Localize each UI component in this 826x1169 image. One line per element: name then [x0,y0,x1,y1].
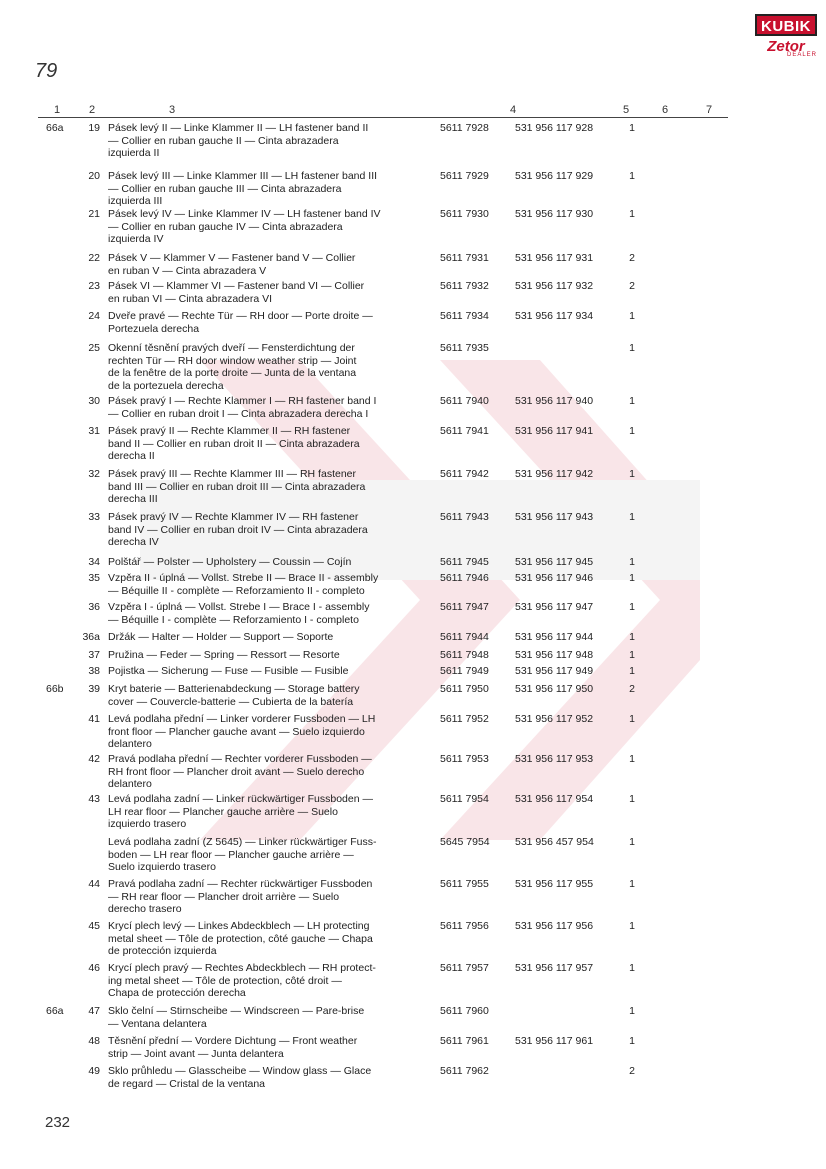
dealer-logo [755,14,817,66]
position-cell: 33 [88,511,100,523]
logo-sub: Zetor [767,38,805,55]
description-line: de protección izquierda [108,945,217,957]
order-number-cell: 531 956 117 934 [515,310,594,322]
description-cell [108,342,433,392]
description-line: Pásek V — Klammer V — Fastener band V — Collier [108,252,356,264]
order-number-cell: 531 956 117 961 [515,1035,594,1047]
quantity-cell: 2 [629,1065,635,1077]
quantity-cell: 1 [629,920,635,932]
page-number-bottom: 232 [45,1114,71,1131]
description-line: Pojistka — Sicherung — Fuse — Fusible — Fusible [108,665,349,677]
description-line: delantero [108,778,152,790]
description-cell [108,753,433,791]
catalog-number-cell: 5611 7946 [440,572,489,584]
page-number-top: 79 [35,60,58,82]
description-line: Portezuela derecha [108,322,200,335]
position-cell: 20 [88,170,100,182]
order-number-cell: 531 956 117 932 [515,280,594,292]
description-line: izquierda III [108,195,163,207]
description-line: Pásek pravý IV — Rechte Klammer IV — RH fastener [108,511,359,523]
description-line: rechten Tür — RH door window weather strip — Joint [108,354,357,367]
catalog-number-cell: 5611 7960 [440,1005,489,1017]
quantity-cell: 1 [629,962,635,974]
description-line: derecha IV [108,536,159,548]
quantity-cell: 1 [629,878,635,890]
description-line: Krycí plech pravý — Rechtes Abdeckblech — RH protect- [108,962,376,974]
description-line: Držák — Halter — Holder — Support — Soporte [108,631,334,643]
quantity-cell: 1 [629,122,635,134]
description-line: Vzpěra II - úplná — Vollst. Strebe II — Brace II - assembly [108,572,379,584]
quantity-cell: 1 [629,572,635,584]
description-line: LH rear floor — Plancher gauche arrière — Suelo [108,805,338,818]
order-number-cell: 531 956 117 930 [515,208,594,220]
order-number-cell: 531 956 117 957 [515,962,594,974]
catalog-number-cell: 5611 7944 [440,631,489,643]
description-line: izquierda II [108,147,160,159]
description-line: band II — Collier en ruban droit II — Cinta abrazadera [108,437,360,450]
description-line: de la portezuela derecha [108,379,224,392]
catalog-number-cell: 5611 7962 [440,1065,489,1077]
description-line: Pružina — Feder — Spring — Ressort — Resorte [108,649,340,661]
logo-tag: DEALER [786,52,817,58]
column-header-4: 4 [510,104,517,116]
column-header-3: 3 [169,104,176,116]
description-line: boden — LH rear floor — Plancher gauche arrière — [108,848,354,861]
description-cell [108,280,433,305]
description-line: derecha III [108,493,158,505]
description-cell [108,208,433,246]
description-cell [108,649,433,662]
description-line: Pásek pravý III — Rechte Klammer III — RH fastener [108,468,356,480]
quantity-cell: 2 [629,683,635,695]
description-cell [108,252,433,277]
position-cell: 21 [88,208,100,220]
column-header-6: 6 [662,104,669,116]
description-line: Levá podlaha zadní — Linker rückwärtiger Fussboden — [108,793,373,805]
quantity-cell: 1 [629,1005,635,1017]
order-number-cell: 531 956 117 940 [515,395,594,407]
order-number-cell: 531 956 117 955 [515,878,594,890]
position-cell: 25 [88,342,100,354]
position-cell: 41 [88,713,100,725]
position-cell: 42 [88,753,100,765]
group-cell: 66a [46,122,64,134]
order-number-cell: 531 956 457 954 [515,836,594,848]
catalog-number-cell: 5611 7950 [440,683,489,695]
description-cell [108,665,433,678]
order-number-cell: 531 956 117 947 [515,601,594,613]
description-line: Pásek pravý I — Rechte Klammer I — RH fastener band I [108,395,377,407]
catalog-number-cell: 5611 7940 [440,395,489,407]
order-number-cell: 531 956 117 928 [515,122,594,134]
description-line: — Béquille II - complète — Reforzamiento II - completo [108,584,365,597]
position-cell: 36 [88,601,100,613]
description-line: — Collier en ruban gauche III — Cinta abrazadera [108,182,342,195]
quantity-cell: 1 [629,511,635,523]
position-cell: 46 [88,962,100,974]
description-line: Sklo čelní — Stirnscheibe — Windscreen — Pare-brise [108,1005,365,1017]
description-line: front floor — Plancher gauche avant — Suelo izquierdo [108,725,365,738]
quantity-cell: 1 [629,1035,635,1047]
description-line: Chapa de protección derecha [108,987,246,999]
description-line: de la fenêtre de la porte droite — Junta de la ventana [108,367,357,379]
order-number-cell: 531 956 117 954 [515,793,594,805]
order-number-cell: 531 956 117 953 [515,753,594,765]
description-cell [108,683,433,708]
catalog-number-cell: 5611 7945 [440,556,489,568]
catalog-number-cell: 5611 7943 [440,511,489,523]
description-cell [108,310,433,335]
order-number-cell: 531 956 117 946 [515,572,594,584]
position-cell: 35 [88,572,100,584]
quantity-cell: 1 [629,836,635,848]
position-cell: 47 [88,1005,100,1017]
order-number-cell: 531 956 117 931 [515,252,594,264]
order-number-cell: 531 956 117 945 [515,556,594,568]
catalog-number-cell: 5611 7935 [440,342,489,354]
position-cell: 34 [88,556,100,568]
order-number-cell: 531 956 117 949 [515,665,594,677]
description-line: Dveře pravé — Rechte Tür — RH door — Porte droite — [108,310,373,322]
description-line: cover — Couvercle-batterie — Cubierta de la batería [108,695,354,708]
description-line: derecho trasero [108,903,182,915]
description-line: en ruban V — Cinta abrazadera V [108,264,267,277]
description-cell [108,793,433,831]
group-cell: 66a [46,1005,64,1017]
quantity-cell: 1 [629,170,635,182]
order-number-cell: 531 956 117 929 [515,170,594,182]
description-line: — Ventana delantera [108,1017,207,1030]
position-cell: 45 [88,920,100,932]
description-line: Suelo izquierdo trasero [108,861,216,873]
catalog-number-cell: 5611 7928 [440,122,489,134]
position-cell: 38 [88,665,100,677]
description-line: Pravá podlaha zadní — Rechter rückwärtiger Fussboden [108,878,373,890]
description-line: Pásek levý III — Linke Klammer III — LH fastener band III [108,170,378,182]
description-line: Pravá podlaha přední — Rechter vorderer Fussboden — [108,753,372,765]
description-line: — Collier en ruban gauche IV — Cinta abrazadera [108,220,343,233]
catalog-number-cell: 5611 7961 [440,1035,489,1047]
description-cell [108,1005,433,1030]
quantity-cell: 1 [629,468,635,480]
quantity-cell: 1 [629,395,635,407]
description-line: ing metal sheet — Tôle de protection, côté droit — [108,974,342,987]
position-cell: 22 [88,252,100,264]
order-number-cell: 531 956 117 956 [515,920,594,932]
quantity-cell: 1 [629,631,635,643]
description-line: Pásek VI — Klammer VI — Fastener band VI — Collier [108,280,365,292]
description-cell [108,572,433,597]
description-cell [108,713,433,751]
catalog-number-cell: 5611 7931 [440,252,489,264]
description-line: Levá podlaha přední — Linker vorderer Fussboden — LH [108,713,376,725]
quantity-cell: 2 [629,280,635,292]
quantity-cell: 1 [629,208,635,220]
position-cell: 44 [88,878,100,890]
description-line: de regard — Cristal de la ventana [108,1077,266,1090]
description-line: — RH rear floor — Plancher droit arrière — Suelo [108,890,340,903]
description-line: Pásek pravý II — Rechte Klammer II — RH fastener [108,425,351,437]
description-line: Okenní těsnění pravých dveří — Fensterdichtung der [108,342,355,354]
description-cell [108,468,433,506]
catalog-number-cell: 5611 7954 [440,793,489,805]
description-line: Krycí plech levý — Linkes Abdeckblech — LH protecting [108,920,370,932]
catalog-number-cell: 5611 7947 [440,601,489,613]
description-line: izquierda IV [108,233,164,245]
description-line: Kryt baterie — Batterienabdeckung — Storage battery [108,683,360,695]
position-cell: 43 [88,793,100,805]
position-cell: 37 [88,649,100,661]
position-cell: 48 [88,1035,100,1047]
catalog-number-cell: 5611 7942 [440,468,489,480]
order-number-cell: 531 956 117 944 [515,631,594,643]
description-line: delantero [108,738,152,750]
description-line: — Béquille I - complète — Reforzamiento I - completo [108,613,359,626]
catalog-number-cell: 5611 7941 [440,425,489,437]
column-header-7: 7 [706,104,713,116]
description-cell [108,425,433,463]
position-cell: 24 [88,310,100,322]
quantity-cell: 2 [629,252,635,264]
description-line: derecha II [108,450,155,462]
description-cell [108,122,433,160]
quantity-cell: 1 [629,342,635,354]
quantity-cell: 1 [629,556,635,568]
description-line: Pásek levý IV — Linke Klammer IV — LH fastener band IV [108,208,381,220]
quantity-cell: 1 [629,753,635,765]
catalog-number-cell: 5611 7955 [440,878,489,890]
order-number-cell: 531 956 117 952 [515,713,594,725]
order-number-cell: 531 956 117 941 [515,425,594,437]
quantity-cell: 1 [629,310,635,322]
column-header-1: 1 [54,104,61,116]
description-cell [108,556,433,569]
position-cell: 36a [82,631,100,643]
order-number-cell: 531 956 117 942 [515,468,594,480]
description-cell [108,1035,433,1060]
description-cell [108,395,433,420]
description-line: metal sheet — Tôle de protection, côté gauche — Chapa [108,932,373,945]
quantity-cell: 1 [629,601,635,613]
description-line: izquierdo trasero [108,818,187,830]
position-cell: 49 [88,1065,100,1077]
description-cell [108,878,433,916]
catalog-number-cell: 5611 7929 [440,170,489,182]
quantity-cell: 1 [629,793,635,805]
catalog-number-cell: 5611 7953 [440,753,489,765]
description-line: Sklo průhledu — Glasscheibe — Window glass — Glace [108,1065,372,1077]
position-cell: 39 [88,683,100,695]
quantity-cell: 1 [629,665,635,677]
position-cell: 19 [88,122,100,134]
description-line: — Collier en ruban gauche II — Cinta abrazadera [108,134,339,147]
quantity-cell: 1 [629,649,635,661]
catalog-number-cell: 5611 7949 [440,665,489,677]
description-line: Polštář — Polster — Upholstery — Coussin — Cojín [108,556,352,568]
logo-brand: KUBIK [755,14,817,36]
description-line: Pásek levý II — Linke Klammer II — LH fastener band II [108,122,369,134]
quantity-cell: 1 [629,425,635,437]
description-cell [108,836,433,874]
description-line: — Collier en ruban droit I — Cinta abrazadera derecha I [108,407,369,420]
description-cell [108,920,433,958]
position-cell: 32 [88,468,100,480]
catalog-number-cell: 5611 7932 [440,280,489,292]
description-cell [108,1065,433,1090]
description-cell [108,170,433,208]
description-cell [108,631,433,644]
description-line: band III — Collier en ruban droit III — Cinta abrazadera [108,480,366,493]
catalog-number-cell: 5611 7934 [440,310,489,322]
catalog-number-cell: 5611 7952 [440,713,489,725]
description-line: band IV — Collier en ruban droit IV — Cinta abrazadera [108,523,368,536]
catalog-number-cell: 5645 7954 [440,836,490,848]
catalog-number-cell: 5611 7957 [440,962,489,974]
description-line: Těsnění přední — Vordere Dichtung — Front weather [108,1035,358,1047]
description-cell [108,511,433,549]
position-cell: 30 [88,395,100,407]
description-line: Levá podlaha zadní (Z 5645) — Linker rückwärtiger Fuss- [108,836,377,848]
catalog-number-cell: 5611 7956 [440,920,489,932]
position-cell: 31 [88,425,100,437]
order-number-cell: 531 956 117 948 [515,649,594,661]
group-cell: 66b [46,683,64,695]
catalog-number-cell: 5611 7930 [440,208,489,220]
column-header-2: 2 [89,104,96,116]
catalog-number-cell: 5611 7948 [440,649,489,661]
order-number-cell: 531 956 117 943 [515,511,594,523]
column-header-5: 5 [623,104,630,116]
description-cell [108,962,433,1000]
description-line: strip — Joint avant — Junta delantera [108,1047,284,1060]
position-cell: 23 [88,280,100,292]
description-line: Vzpěra I - úplná — Vollst. Strebe I — Brace I - assembly [108,601,370,613]
header-rule [38,117,728,118]
description-line: RH front floor — Plancher droit avant — Suelo derecho [108,765,365,778]
quantity-cell: 1 [629,713,635,725]
description-cell [108,601,433,626]
order-number-cell: 531 956 117 950 [515,683,594,695]
description-line: en ruban VI — Cinta abrazadera VI [108,292,273,305]
